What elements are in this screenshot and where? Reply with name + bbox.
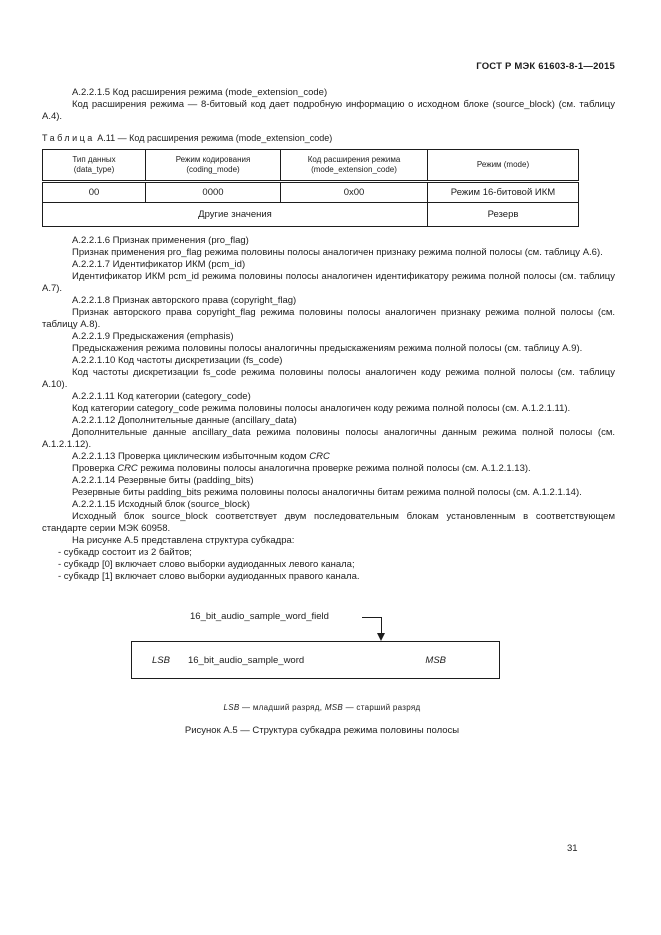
cell-coding-mode: 0000 [146, 182, 281, 203]
cell-mode-extension-code: 0x00 [281, 182, 428, 203]
section-heading-a22112: А.2.2.1.12 Дополнительные данные (ancillary_data) [72, 415, 297, 426]
section-heading-a22111: А.2.2.1.11 Код категории (category_code) [72, 391, 251, 402]
paragraph: Код категории category_code режима половины полосы аналогичен коду режима полной полосы (см. А.1.2.1.11). [72, 403, 571, 414]
arrow-vertical-segment [381, 617, 382, 634]
page-number: 31 [567, 843, 578, 854]
figure-a5 [42, 611, 615, 741]
column-header-data-type: Тип данных (data_type) [43, 150, 146, 182]
sample-word-label: 16_bit_audio_sample_word [187, 654, 305, 666]
paragraph: Резервные биты padding_bits режима половины полосы аналогичны битам режима полной полосы (см. А.1.2.1.14). [72, 487, 582, 498]
paragraph: Признак авторского права copyright_flag режима половины полосы аналогичен признаку режима полной полосы (см. таблицу А.8). [42, 307, 615, 330]
paragraph: На рисунке А.5 представлена структура субкадра: [72, 535, 295, 546]
table-header-row [43, 150, 579, 182]
figure-field-label: 16_bit_audio_sample_word_field [190, 611, 329, 622]
paragraph: Предыскажения режима половины полосы аналогичны предыскажениям режима полной полосы (см. таблицу А.9). [72, 343, 583, 354]
section-heading-a2216: А.2.2.1.6 Признак применения (pro_flag) [72, 235, 249, 246]
cell-mode: Режим 16-битовой ИКМ [428, 182, 579, 203]
figure-note: LSB — младший разряд, MSB — старший разряд [223, 703, 421, 712]
arrow-down-icon [377, 633, 385, 641]
table-title [42, 132, 615, 144]
paragraph: Исходный блок source_block соответствует двум последовательным блокам установленным в соответствующем стандарте серии МЭК 60958. [42, 511, 615, 534]
table-title-text: А.11 — Код расширения режима (mode_extension_code) [94, 133, 333, 143]
cell-data-type: 00 [88, 187, 100, 198]
section-heading-a2218: А.2.2.1.8 Признак авторского права (copyright_flag) [72, 295, 297, 306]
lsb-label: LSB [152, 654, 170, 666]
paragraph: Проверка CRC режима половины полосы аналогична проверке режима полной полосы (см. А.1.2.1.13). [72, 463, 531, 474]
crc-italic: CRC [117, 463, 138, 474]
section-heading-a22115: А.2.2.1.15 Исходный блок (source_block) [72, 499, 250, 510]
list-item: - субкадр состоит из 2 байтов; [58, 547, 192, 558]
section-heading-a22110: А.2.2.1.10 Код частоты дискретизации (fs_code) [72, 355, 283, 366]
list-item: - субкадр [0] включает слово выборки аудиоданных левого канала; [58, 559, 355, 570]
paragraph: Идентификатор ИКМ pcm_id режима половины полосы аналогичен идентификатору режима полной полосы (см. таблицу А.7). [42, 271, 615, 294]
paragraph: Код частоты дискретизации fs_code режима половины полосы аналогичен коду режима полной полосы (см. таблицу А.10). [42, 367, 615, 390]
figure-caption: Рисунок А.5 — Структура субкадра режима половины полосы [184, 725, 460, 736]
subframe-word-box [131, 641, 500, 679]
table-title-word: Таблица [42, 133, 95, 143]
mode-extension-code-table [42, 149, 579, 227]
section-heading-a22113: А.2.2.1.13 Проверка циклическим избыточным кодом CRC [72, 451, 330, 462]
section-heading-a2219: А.2.2.1.9 Предыскажения (emphasis) [72, 331, 234, 342]
list-item: - субкадр [1] включает слово выборки аудиоданных правого канала. [58, 571, 360, 582]
section-heading-a2215: А.2.2.1.5 Код расширения режима (mode_extension_code) [72, 87, 328, 98]
table-row [43, 203, 579, 227]
column-header-coding-mode: Режим кодирования (coding_mode) [146, 150, 281, 182]
msb-label: MSB [425, 654, 446, 666]
table-row [43, 182, 579, 203]
arrow-horizontal-segment [362, 617, 382, 618]
page-body [42, 87, 615, 741]
standard-code-header: ГОСТ Р МЭК 61603-8-1—2015 [476, 61, 615, 72]
cell-other-values: Другие значения [43, 203, 428, 227]
paragraph: Дополнительные данные ancillary_data режима половины полосы аналогичны данным режима полной полосы (см. А.1.2.1.12). [42, 427, 615, 450]
section-heading-a2217: А.2.2.1.7 Идентификатор ИКМ (pcm_id) [72, 259, 246, 270]
column-header-mode: Режим (mode) [428, 150, 579, 182]
crc-italic: CRC [309, 451, 330, 462]
section-heading-a22114: А.2.2.1.14 Резервные биты (padding_bits) [72, 475, 254, 486]
paragraph: Признак применения pro_flag режима половины полосы аналогичен признаку режима полной полосы (см. таблицу А.6). [72, 247, 603, 258]
paragraph: Код расширения режима — 8-битовый код дает подробную информацию о исходном блоке (source_block) (см. таблицу А.4). [42, 99, 615, 122]
column-header-mode-extension-code: Код расширения режима (mode_extension_code) [281, 150, 428, 182]
cell-reserve: Резерв [428, 203, 579, 227]
